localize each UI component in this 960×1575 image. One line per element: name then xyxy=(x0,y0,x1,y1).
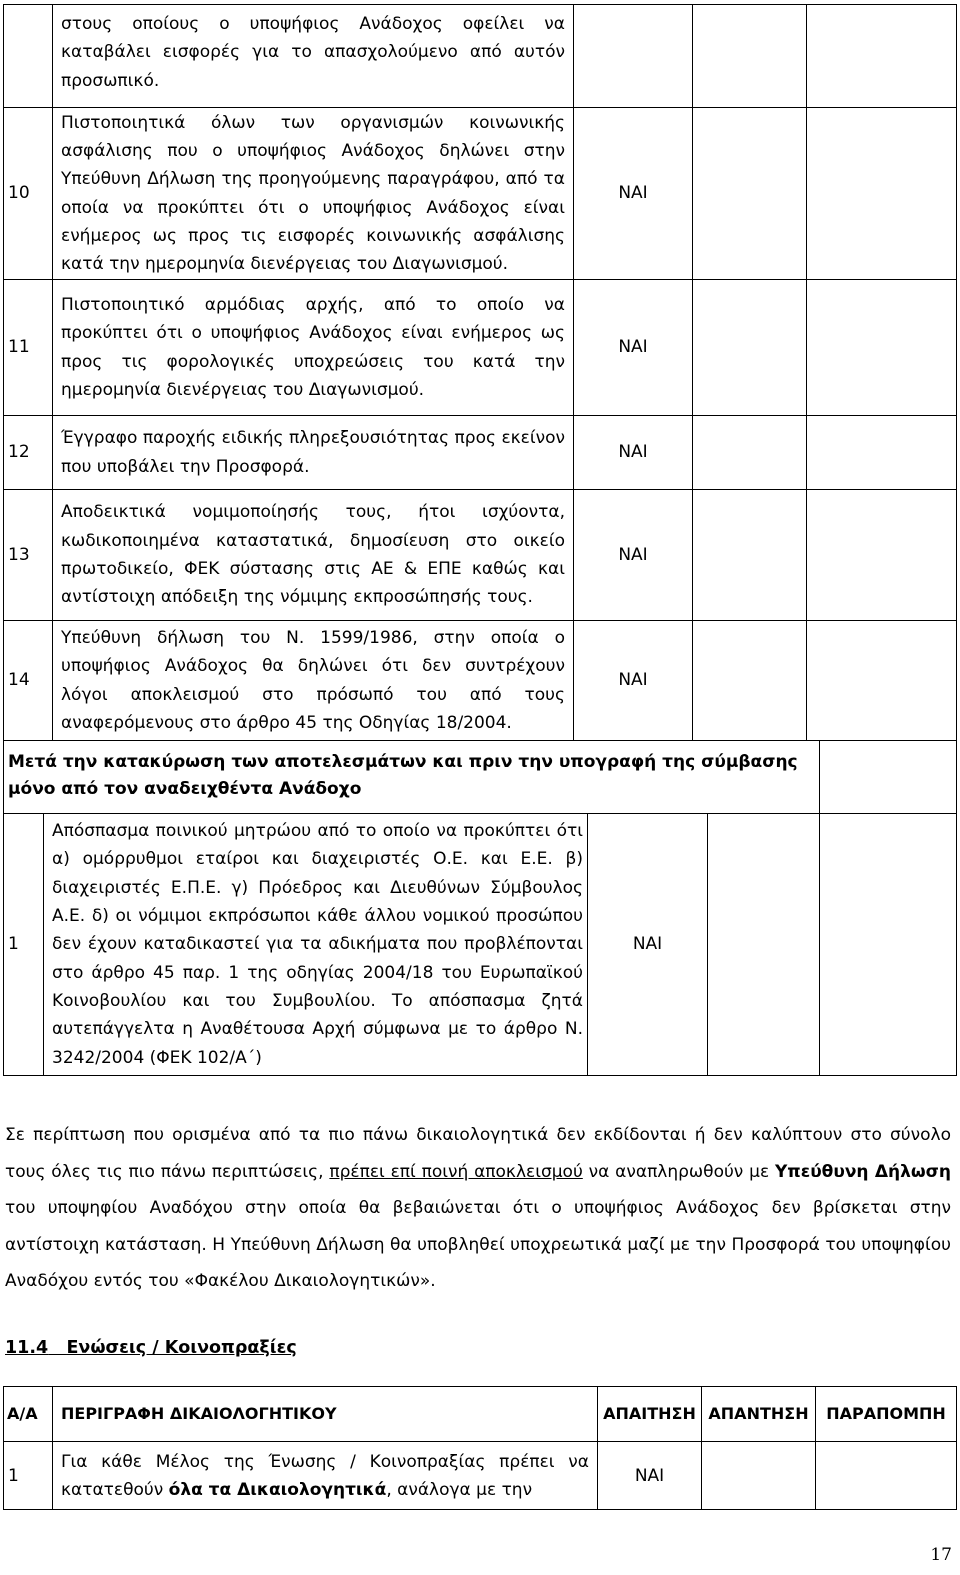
row-description: Υπεύθυνη δήλωση του Ν. 1599/1986, στην οποία ο υποψήφιος Ανάδοχος θα δηλώνει ότι δεν συντρέχουν λόγοι αποκλεισμού στο πρόσωπό του από τους αναφερόμενους στο άρθρο 45 της Οδηγίας 18/2004. xyxy=(53,621,574,741)
header-aa: Α/Α xyxy=(4,1387,53,1442)
note-underlined: πρέπει επί ποινή αποκλεισμού xyxy=(329,1161,583,1182)
section-number: 11.4 xyxy=(5,1338,49,1358)
row-number: 1 xyxy=(4,814,44,1076)
post-award-header: Μετά την κατακύρωση των αποτελεσμάτων και πριν την υπογραφή της σύμβασης μόνο από τον αναδειχθέντα Ανάδοχο xyxy=(4,741,820,814)
row-reference xyxy=(807,108,957,280)
row-requirement: ΝΑΙ xyxy=(598,1442,702,1510)
row-reference xyxy=(820,814,957,1076)
row-number: 1 xyxy=(4,1442,53,1510)
row-answer xyxy=(693,621,807,741)
header-requirement: ΑΠΑΙΤΗΣΗ xyxy=(598,1387,702,1442)
row-answer xyxy=(693,490,807,621)
table-row xyxy=(4,1442,957,1510)
row-number: 10 xyxy=(4,108,53,280)
row-answer xyxy=(693,416,807,490)
row-reference xyxy=(816,1442,957,1510)
page-number: 17 xyxy=(930,1545,952,1565)
row-description: Έγγραφο παροχής ειδικής πληρεξουσιότητας προς εκείνον που υποβάλει την Προσφορά. xyxy=(53,416,574,490)
row-number: 13 xyxy=(4,490,53,621)
row-answer xyxy=(702,1442,816,1510)
row-answer xyxy=(708,814,820,1076)
header-answer: ΑΠΑΝΤΗΣΗ xyxy=(702,1387,816,1442)
table-row xyxy=(4,5,957,108)
requirements-table xyxy=(3,4,957,741)
note-bold: Υπεύθυνη Δήλωση xyxy=(774,1161,951,1182)
row-number: 11 xyxy=(4,280,53,416)
row-description-bold: όλα τα Δικαιολογητικά xyxy=(168,1480,387,1500)
table-row xyxy=(4,490,957,621)
note-text-3: του υποψηφίου Αναδόχου στην οποία θα βεβαιώνεται ότι ο υποψήφιος Ανάδοχος δεν βρίσκεται στην αντίστοιχη κατάσταση. Η Υπεύθυνη Δήλωση θα υποβληθεί υποχρεωτικά μαζί με την Προσφορά του υποψηφίου Αναδόχου εντός του «Φακέλου Δικαιολογητικών». xyxy=(5,1198,951,1292)
row-description: Πιστοποιητικό αρμόδιας αρχής, από το οποίο να προκύπτει ότι ο υποψήφιος Ανάδοχος είναι ενήμερος ως προς τις φορολογικές υποχρεώσεις του κατά την ημερομηνία διενέργειας του Διαγωνισμού. xyxy=(53,280,574,416)
row-reference xyxy=(807,416,957,490)
table-row xyxy=(4,621,957,741)
row-description-a: Για κάθε Μέλος της Ένωσης / Κοινοπραξίας πρέπει να κατατεθούν xyxy=(61,1452,589,1500)
row-answer xyxy=(693,280,807,416)
post-award-header-row xyxy=(4,741,957,814)
row-requirement: ΝΑΙ xyxy=(574,416,693,490)
row-number: 14 xyxy=(4,621,53,741)
row-reference xyxy=(807,621,957,741)
joint-venture-table xyxy=(3,1386,957,1510)
post-award-table xyxy=(3,740,957,1076)
table-row xyxy=(4,416,957,490)
row-description: στους οποίους ο υποψήφιος Ανάδοχος οφείλει να καταβάλει εισφορές για το απασχολούμενο από αυτόν προσωπικό. xyxy=(53,5,574,108)
header-description: ΠΕΡΙΓΡΑΦΗ ΔΙΚΑΙΟΛΟΓΗΤΙΚΟΥ xyxy=(53,1387,598,1442)
header-reference: ΠΑΡΑΠΟΜΠΗ xyxy=(816,1387,957,1442)
row-answer xyxy=(693,5,807,108)
section-title: Ενώσεις / Κοινοπραξίες xyxy=(66,1338,297,1358)
row-reference xyxy=(807,280,957,416)
row-requirement: ΝΑΙ xyxy=(574,280,693,416)
row-requirement xyxy=(574,5,693,108)
row-description: Αποδεικτικά νομιμοποίησής τους, ήτοι ισχύοντα, κωδικοποιημένα καταστατικά, δημοσίευση στο οικείο πρωτοδικείο, ΦΕΚ σύστασης στις ΑΕ & ΕΠΕ καθώς και αντίστοιχη απόδειξη της νόμιμης εκπροσώπησής τους. xyxy=(53,490,574,621)
row-reference xyxy=(807,5,957,108)
section-heading xyxy=(5,1338,297,1358)
row-requirement: ΝΑΙ xyxy=(574,621,693,741)
table-row xyxy=(4,280,957,416)
row-description-c: , ανάλογα με την xyxy=(386,1480,533,1500)
note-text-2: να αναπληρωθούν με xyxy=(582,1161,775,1182)
table-row xyxy=(4,814,957,1076)
table-header-row xyxy=(4,1387,957,1442)
row-reference xyxy=(807,490,957,621)
row-answer xyxy=(693,108,807,280)
row-requirement: ΝΑΙ xyxy=(588,814,708,1076)
row-description xyxy=(53,1442,598,1510)
post-award-header-blank xyxy=(820,741,957,814)
table-row xyxy=(4,108,957,280)
row-requirement: ΝΑΙ xyxy=(574,108,693,280)
row-number xyxy=(4,5,53,108)
row-description: Απόσπασμα ποινικού μητρώου από το οποίο να προκύπτει ότι α) ομόρρυθμοι εταίροι και διαχειριστές Ο.Ε. και Ε.Ε. β) διαχειριστές Ε.Π.Ε. γ) Πρόεδρος και Διευθύνων Σύμβουλος Α.Ε. δ) οι νόμιμοι εκπρόσωποι κάθε άλλου νομικού προσώπου δεν έχουν καταδικαστεί για τα αδικήματα που προβλέπονται στο άρθρο 45 παρ. 1 της οδηγίας 2004/18 του Ευρωπαϊκού Κοινοβουλίου και του Συμβουλίου. Το απόσπασμα ζητά αυτεπάγγελτα η Αναθέτουσα Αρχή σύμφωνα με το άρθρο Ν. 3242/2004 (ΦΕΚ 102/Α΄) xyxy=(44,814,588,1076)
note-text-1: Σε περίπτωση που ορισμένα από τα πιο πάνω δικαιολογητικά δεν εκδίδονται ή δεν καλύπτουν στο σύνολο τους όλες τις πιο πάνω περιπτώσεις, xyxy=(5,1125,951,1182)
row-number: 12 xyxy=(4,416,53,490)
row-requirement: ΝΑΙ xyxy=(574,490,693,621)
row-description: Πιστοποιητικά όλων των οργανισμών κοινωνικής ασφάλισης που ο υποψήφιος Ανάδοχος δηλώνει στην Υπεύθυνη Δήλωση της προηγούμενης παραγράφου, από τα οποία να προκύπτει ότι ο υποψήφιος Ανάδοχος είναι ενήμερος ως προς τις εισφορές κοινωνικής ασφάλισης κατά την ημερομηνία διενέργειας του Διαγωνισμού. xyxy=(53,108,574,280)
note-paragraph xyxy=(5,1117,951,1300)
